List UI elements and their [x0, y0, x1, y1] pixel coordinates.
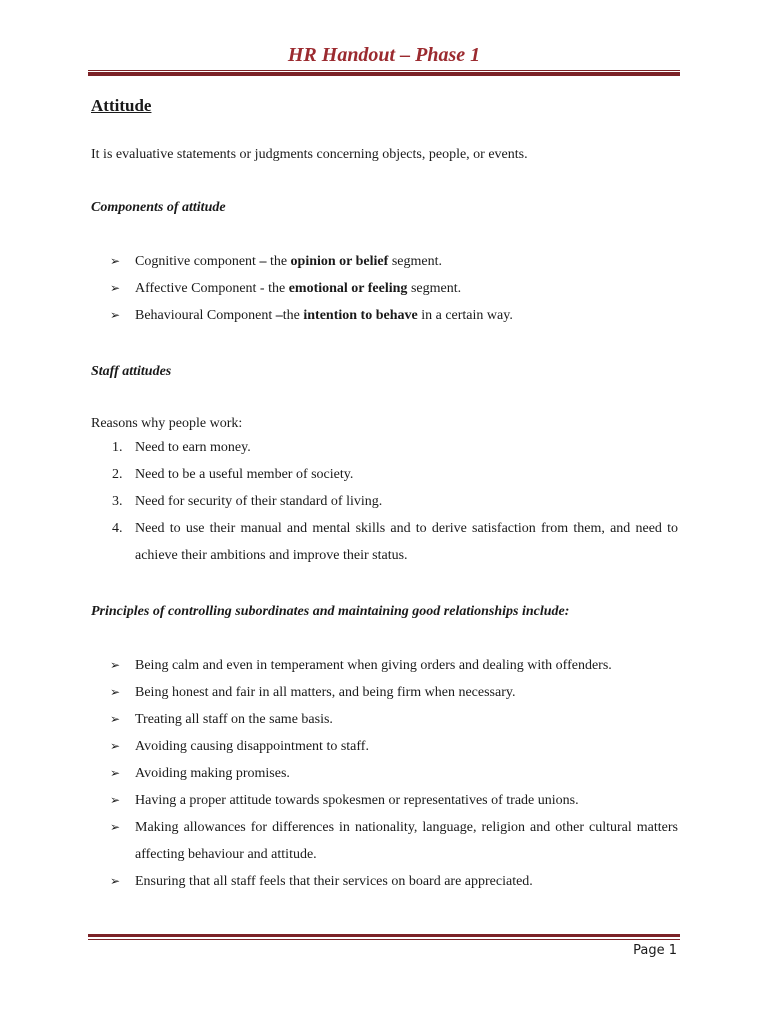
item-text: Need for security of their standard of living. — [135, 494, 383, 509]
list-number: 1. — [112, 440, 123, 455]
arrow-bullet-icon: ➢ — [110, 658, 121, 672]
item-emphasis: emotional or feeling — [288, 281, 408, 296]
components-heading: Components of attitude — [91, 200, 226, 215]
list-item — [91, 814, 678, 868]
arrow-bullet-icon: ➢ — [110, 281, 121, 295]
components-list — [91, 248, 678, 329]
list-item — [91, 275, 678, 302]
list-item — [91, 868, 678, 895]
list-item — [91, 434, 678, 461]
arrow-bullet-icon: ➢ — [110, 766, 121, 780]
item-text: Avoiding making promises. — [135, 766, 290, 781]
item-text: Avoiding causing disappointment to staff. — [135, 739, 369, 754]
item-text: the — [282, 308, 304, 323]
item-dash: – — [259, 254, 267, 269]
list-item — [91, 760, 678, 787]
list-item — [91, 733, 678, 760]
page-number: Page 1 — [633, 943, 677, 958]
item-text: Having a proper attitude towards spokesmen or representatives of trade unions. — [135, 793, 579, 808]
list-item — [91, 302, 678, 329]
list-item — [91, 787, 678, 814]
page-header-title: HR Handout – Phase 1 — [287, 44, 481, 66]
item-text: Cognitive component — [135, 254, 260, 269]
item-text: Affective Component - the — [135, 281, 289, 296]
item-text: Need to earn money. — [135, 440, 251, 455]
item-text: Being calm and even in temperament when giving orders and dealing with offenders. — [135, 658, 612, 673]
arrow-bullet-icon: ➢ — [110, 793, 121, 807]
footer-rule-thin — [88, 939, 680, 940]
document-body — [91, 93, 678, 895]
item-emphasis: intention to behave — [303, 308, 418, 323]
principles-list — [91, 652, 678, 895]
arrow-bullet-icon: ➢ — [110, 712, 121, 726]
item-text: Being honest and fair in all matters, and being firm when necessary. — [135, 685, 516, 700]
item-text: in a certain way. — [417, 308, 513, 323]
item-text: Ensuring that all staff feels that their services on board are appreciated. — [135, 874, 533, 889]
arrow-bullet-icon: ➢ — [110, 739, 121, 753]
arrow-bullet-icon: ➢ — [110, 308, 121, 322]
item-text: Treating all staff on the same basis. — [135, 712, 333, 727]
header-rule-thin — [88, 70, 680, 71]
section-heading-attitude: Attitude — [91, 96, 152, 115]
item-text: Need to be a useful member of society. — [135, 467, 354, 482]
list-item — [91, 488, 678, 515]
arrow-bullet-icon: ➢ — [110, 685, 121, 699]
principles-heading: Principles of controlling subordinates and maintaining good relationships include: — [91, 604, 570, 619]
list-item — [91, 461, 678, 488]
list-item — [91, 706, 678, 733]
item-text: Behavioural Component — [135, 308, 276, 323]
item-text: segment. — [388, 254, 442, 269]
item-text: Making allowances for differences in nationality, language, religion and other cultural matters affecting behaviour and attitude. — [135, 820, 678, 862]
header-rule-thick — [88, 72, 680, 76]
item-text: Need to use their manual and mental skills and to derive satisfaction from them, and need to achieve their ambitions and improve their status. — [135, 521, 678, 563]
list-item — [91, 248, 678, 275]
attitude-definition: It is evaluative statements or judgments concerning objects, people, or events. — [91, 147, 528, 162]
arrow-bullet-icon: ➢ — [110, 874, 121, 888]
list-item — [91, 515, 678, 569]
item-text: segment. — [407, 281, 462, 296]
list-item — [91, 652, 678, 679]
list-number: 2. — [112, 467, 123, 482]
item-emphasis: opinion or belief — [290, 254, 389, 269]
arrow-bullet-icon: ➢ — [110, 820, 121, 834]
item-text: the — [266, 254, 291, 269]
list-number: 3. — [112, 494, 123, 509]
footer-rule-thick — [88, 934, 680, 937]
staff-attitudes-heading: Staff attitudes — [91, 364, 172, 379]
item-dash: – — [275, 308, 283, 323]
reasons-intro: Reasons why people work: — [91, 416, 243, 431]
arrow-bullet-icon: ➢ — [110, 254, 121, 268]
reasons-list — [91, 434, 678, 569]
list-number: 4. — [112, 521, 123, 536]
list-item — [91, 679, 678, 706]
